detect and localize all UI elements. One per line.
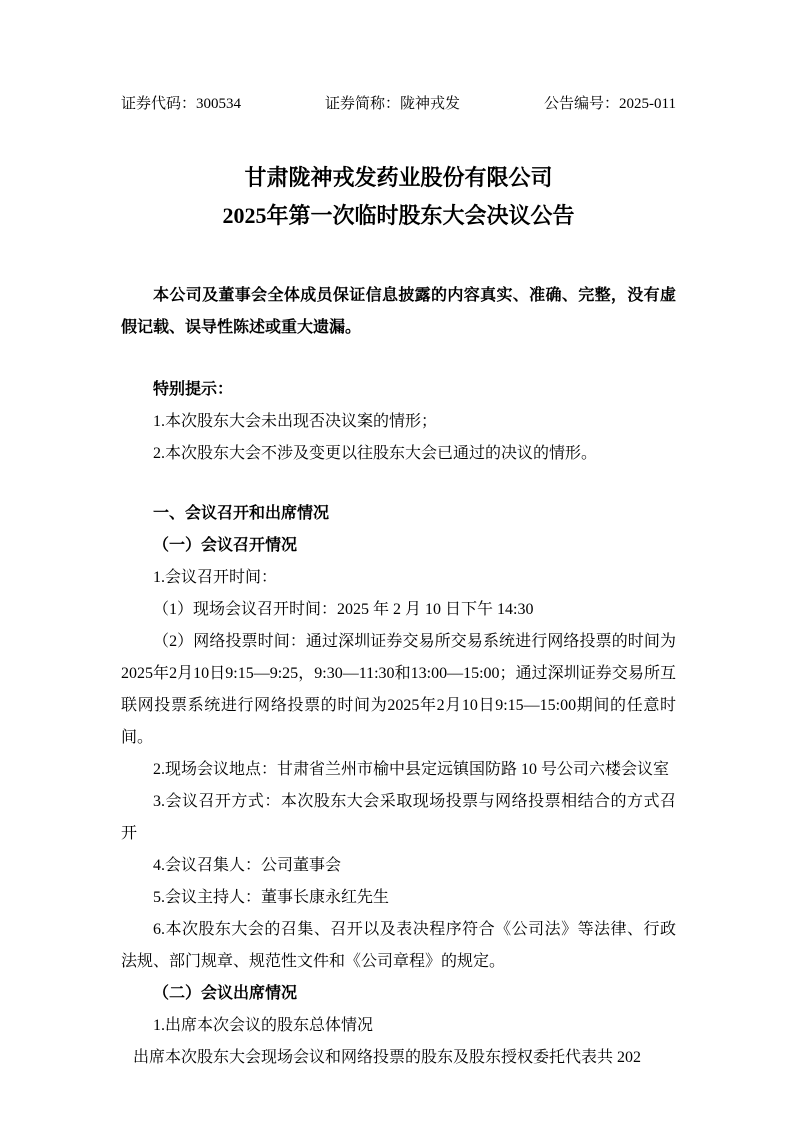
special-notice-heading: 特别提示：: [153, 381, 234, 398]
onsite-meeting-time: （1）现场会议召开时间：2025 年 2 月 10 日下午 14:30: [153, 601, 534, 618]
section-one-heading: 一、会议召开和出席情况: [153, 505, 330, 522]
document-header: [121, 95, 676, 113]
integrity-statement: 本公司及董事会全体成员保证信息披露的内容真实、准确、完整，没有虚假记载、误导性陈述或重大遗漏。: [121, 287, 676, 336]
subsection-convening-heading: （一）会议召开情况: [153, 537, 298, 554]
meeting-location: 2.现场会议地点：甘肃省兰州市榆中县定远镇国防路 10 号公司六楼会议室: [153, 761, 670, 778]
attendance-overview-text: 出席本次股东大会现场会议和网络投票的股东及股东授权委托代表共 202: [133, 1049, 642, 1066]
company-name-title: 甘肃陇神戎发药业股份有限公司: [244, 165, 553, 190]
attendance-overview-label: 1.出席本次会议的股东总体情况: [153, 1017, 374, 1034]
special-notice-item-2: 2.本次股东大会不涉及变更以往股东大会已通过的决议的情形。: [153, 445, 598, 462]
meeting-convener: 4.会议召集人：公司董事会: [153, 857, 342, 874]
title-block: [121, 159, 676, 235]
procedure-compliance: 6.本次股东大会的召集、召开以及表决程序符合《公司法》等法律、行政法规、部门规章、规范性文件和《公司章程》的规定。: [121, 921, 676, 970]
special-notice-item-1: 1.本次股东大会未出现否决议案的情形；: [153, 413, 438, 430]
stock-short-name: 证券简称：陇神戎发: [325, 96, 461, 112]
stock-code: 证券代码：300534: [121, 96, 242, 112]
network-voting-time: （2）网络投票时间：通过深圳证券交易所交易系统进行网络投票的时间为2025年2月10日9:15—9:25，9:30—11:30和13:00—15:00；通过深圳证券交易所互联网投票系统进行网络投票的时间为2025年2月10日9:15—15:00期间的任意时间。: [121, 633, 676, 746]
subsection-attendance-heading: （二）会议出席情况: [153, 985, 298, 1002]
meeting-chairperson: 5.会议主持人：董事长康永红先生: [153, 889, 390, 906]
announcement-number: 公告编号：2025-011: [544, 96, 676, 112]
meeting-method: 3.会议召开方式：本次股东大会采取现场投票与网络投票相结合的方式召开: [121, 793, 676, 842]
announcement-title: 2025年第一次临时股东大会决议公告: [222, 203, 575, 228]
meeting-time-label: 1.会议召开时间：: [153, 569, 278, 586]
